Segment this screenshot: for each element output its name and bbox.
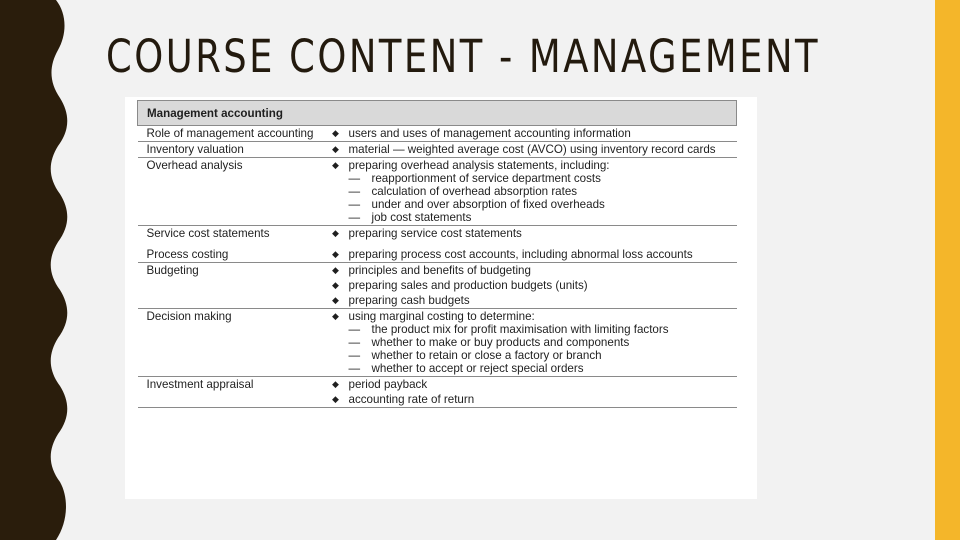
sub-point [349,362,737,375]
dash-icon: — [348,185,361,198]
content-point: preparing sales and production budgets (units) [348,279,588,292]
topic-cell: Budgeting [146,264,199,277]
content-point: accounting rate of return [348,393,475,406]
topic-cell: Overhead analysis [138,158,323,226]
content-cell [349,247,737,263]
content-cell [349,392,737,408]
table-row [138,278,737,293]
content-cell [349,377,737,393]
sub-point [349,198,737,211]
content-point: material — weighted average cost (AVCO) using inventory record cards [348,143,716,156]
content-point: preparing process cost accounts, including abnormal loss accounts [348,248,693,261]
content-cell [349,126,737,142]
syllabus-body [138,126,737,408]
content-cell [349,263,737,279]
bullet-icon: ◆ [332,228,339,238]
topic-cell: Investment appraisal [146,378,254,391]
sub-point-text: calculation of overhead absorption rates [371,185,578,198]
table-row [138,293,737,309]
content-cell [349,226,737,248]
sub-point-text: under and over absorption of fixed overheads [371,198,605,211]
bullet-icon: ◆ [323,158,349,226]
dash-icon: — [348,362,361,375]
table-row [138,126,737,142]
table-row [138,377,737,393]
content-point: users and uses of management accounting information [348,127,631,140]
dash-icon: — [348,323,361,336]
bullet-icon: ◆ [323,309,349,377]
dash-icon: — [348,172,361,185]
sub-point-text: whether to accept or reject special orders [371,362,584,375]
syllabus-table [137,100,737,408]
content-cell [349,278,737,293]
content-point: preparing cash budgets [348,294,470,307]
bullet-icon: ◆ [332,280,339,290]
bullet-icon: ◆ [332,379,339,389]
content-cell [349,158,737,226]
topic-cell-empty [138,293,323,309]
content-point: period payback [348,378,428,391]
content-cell [349,142,737,158]
table-row [138,226,737,248]
content-point: preparing overhead analysis statements, including: [348,159,610,172]
sub-point [349,211,737,224]
topic-cell-empty [138,392,323,408]
table-row [138,263,737,279]
topic-cell: Decision making [138,309,323,377]
sub-point [349,323,737,336]
table-header: Management accounting [138,101,737,126]
yellow-right-stripe [935,0,960,540]
sub-point-text: whether to retain or close a factory or branch [371,349,602,362]
dash-icon: — [348,336,361,349]
table-row [138,158,737,226]
syllabus-panel [125,97,757,499]
bullet-icon: ◆ [323,392,349,408]
bullet-icon: ◆ [323,142,349,158]
dash-icon: — [348,198,361,211]
sub-point-text: the product mix for profit maximisation with limiting factors [371,323,669,336]
dash-icon: — [348,211,361,224]
topic-cell: Inventory valuation [138,142,323,158]
row-gap [349,240,737,246]
content-cell [349,309,737,377]
sub-point [349,172,737,185]
topic-cell-empty [138,278,323,293]
dash-icon: — [348,349,361,362]
content-point: using marginal costing to determine: [348,310,535,323]
topic-cell: Process costing [138,247,323,263]
topic-cell: Role of management accounting [138,126,323,142]
wavy-left-border [0,0,75,540]
sub-point [349,349,737,362]
table-row [138,142,737,158]
bullet-icon: ◆ [323,293,349,309]
sub-point [349,336,737,349]
sub-point-text: whether to make or buy products and components [371,336,630,349]
content-point: principles and benefits of budgeting [348,264,531,277]
table-row [138,247,737,263]
topic-cell: Service cost statements [146,227,270,240]
sub-point-text: job cost statements [371,211,472,224]
bullet-icon: ◆ [323,126,349,142]
table-row [138,309,737,377]
bullet-icon: ◆ [323,247,349,263]
sub-point [349,185,737,198]
content-point: preparing service cost statements [348,227,522,240]
bullet-icon: ◆ [332,265,339,275]
slide-title: COURSE CONTENT - MANAGEMENT [106,30,821,83]
sub-point-text: reapportionment of service department costs [371,172,601,185]
table-row [138,392,737,408]
content-cell [349,293,737,309]
